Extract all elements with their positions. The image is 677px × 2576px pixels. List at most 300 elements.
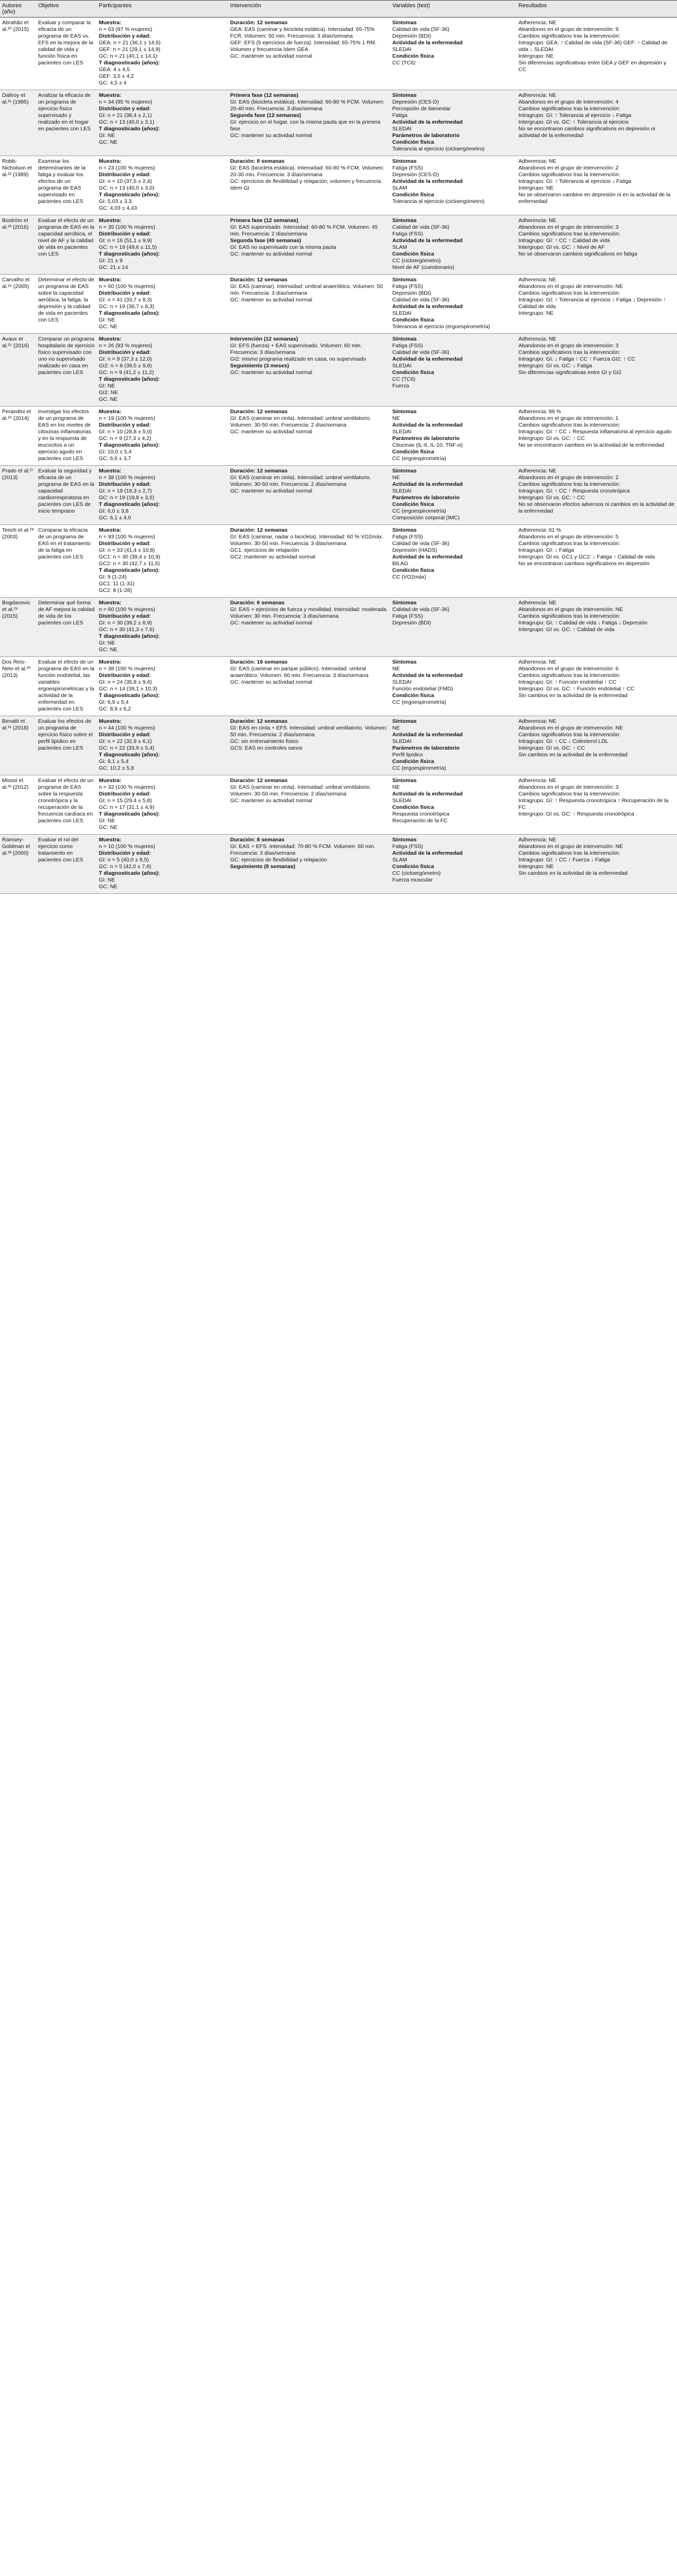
cell-participants: [97, 18, 228, 90]
cell-variables-line: Condición física: [392, 251, 435, 257]
header-authors: Autores (año): [0, 1, 36, 18]
cell-variables-line: Calidad de vida (SF-36): [392, 26, 449, 32]
cell-variables-line: SLEDAI: [392, 679, 412, 685]
cell-intervention-line: GC: mantener su actividad normal: [230, 429, 313, 435]
cell-participants-line: Muestra:: [99, 217, 121, 224]
cell-intervention-line: GC: mantener su actividad normal: [230, 488, 313, 494]
cell-intervention-line: GI: EAS + ejercicios de fuerza y movilidad. Intensidad: moderada. Volumen: 30 min. Frecuencia: 3 días/semana: [230, 606, 390, 619]
cell-participants: [97, 215, 228, 275]
cell-results: Adherencia: NE Abandonos en el grupo de intervención: 6 Cambios significativos tras la intervención: Intragrupo: GI: ↑ Función endotelial ↑ CC Intergrupo: GI vs. GC: ↑ Función endotelial ↑ CC Sin cambios en la actividad de la enfermedad: [516, 657, 677, 716]
cell-participants-line: GC: NE: [99, 139, 118, 145]
cell-intervention-line: GI: EAS (bicicleta estática). Intensidad: 60-80 % FCM. Volumen: 20-40 min. Frecuencia: 3 días/semana: [230, 99, 386, 112]
cell-variables-line: Depresión (BDI): [392, 620, 431, 626]
header-objective: Objetivo: [36, 1, 97, 18]
cell-variables-line: SLAM: [392, 185, 407, 191]
cell-intervention-line: Duración: 12 semanas: [230, 468, 288, 474]
cell-participants-line: n = 19 (100 % mujeres): [99, 415, 155, 421]
cell-intervention-line: GI: EAS (bicicleta estática). Intensidad: 60-80 % FCM. Volumen: 20-30 min. Frecuencia: 3 días/semana: [230, 165, 386, 178]
cell-participants-line: GC: 10,2 ± 5,8: [99, 765, 134, 771]
cell-participants-line: GI: n = 24 (35,8 ± 9,4): [99, 679, 152, 685]
cell-variables-line: Fatiga (FSS): [392, 343, 423, 349]
cell-intervention-line: Seguimiento (3 meses): [230, 363, 289, 369]
cell-variables-line: Condición física: [392, 863, 435, 870]
cell-author: Benatti et al.³¹ (2018): [0, 716, 36, 775]
cell-participants: [97, 156, 228, 215]
cell-participants-line: GC1: 11 (1-31): [99, 581, 135, 587]
cell-participants-line: GI2: n = 8 (39,5 ± 9,8): [99, 363, 152, 369]
cell-results: Adherencia: NE Abandonos en el grupo de intervención: 3 Cambios significativos tras la intervención: Intragrupo: GI: ↑ Respuesta cronotrópica ↑ Recuperación de la FC Intergrupo: GI vs. GC: ↑ Respuesta cronotrópica: [516, 775, 677, 835]
studies-table: [0, 0, 677, 894]
cell-intervention: [228, 598, 390, 657]
cell-results: Adherencia: NE Abandonos en el grupo de intervención: NE Cambios significativos tras la intervención: Intragrupo: GI: ↑ Tolerancia al ejercicio ↓ Fatiga ↓ Depresión ↑ Calidad de vida Intergrupo: NE: [516, 275, 677, 334]
cell-variables-line: SLEDAI: [392, 310, 412, 316]
cell-variables-line: Calidad de vida (SF-36): [392, 606, 449, 613]
cell-intervention-line: GC1: ejercicios de relajación: [230, 547, 299, 553]
cell-intervention-line: Duración: 12 semanas: [230, 527, 288, 533]
cell-participants-line: Muestra:: [99, 92, 121, 98]
cell-participants-line: Distribución y edad:: [99, 481, 151, 487]
cell-participants-line: GI: n = 10 (28,8 ± 5,0): [99, 429, 152, 435]
cell-participants-line: GI: n = 9 (37,3 ± 12,0): [99, 356, 152, 362]
cell-intervention-line: GC: mantener su actividad normal: [230, 251, 313, 257]
cell-participants-line: GI: n = 21 (38,4 ± 2,1): [99, 112, 152, 118]
cell-variables: [390, 406, 516, 466]
cell-variables-line: Actividad de la enfermedad: [392, 554, 463, 560]
cell-variables-line: SLAM: [392, 857, 407, 863]
cell-variables-line: SLEDAI: [392, 488, 412, 494]
cell-intervention-line: Intervención (12 semanas): [230, 336, 298, 342]
cell-objective: Comparar la eficacia de un programa de EAS en el tratamiento de la fatiga en pacientes con LES: [36, 525, 97, 598]
cell-intervention-line: GC: mantener su actividad normal: [230, 798, 313, 804]
cell-variables: [390, 18, 516, 90]
cell-variables-line: Calidad de vida (SF-36): [392, 349, 449, 355]
cell-intervention-line: GI: EAS (caminar en cinta). Intensidad: umbral ventilatorio. Volumen: 30-50 min. Frecuencia: 2 días/semana: [230, 415, 373, 428]
cell-author: Tench et al.²⁸ (2003): [0, 525, 36, 598]
cell-variables: [390, 525, 516, 598]
table-row: [0, 215, 677, 275]
cell-intervention: [228, 657, 390, 716]
cell-variables-line: Fatiga (FSS): [392, 613, 423, 619]
cell-results: Adherencia: NE Abandonos en el grupo de intervención: NE Cambios significativos tras la intervención: Intragrupo: GI: ↑ CC ↑ Fuerza ↓ Fatiga Intergrupo: NE Sin cambios en la actividad de la enfermedad: [516, 835, 677, 894]
cell-variables-line: Fatiga (FSS): [392, 283, 423, 290]
cell-participants-line: Distribución y edad:: [99, 349, 151, 355]
cell-intervention-line: GC: mantener su actividad normal: [230, 297, 313, 303]
cell-intervention-line: GI: EAS (caminar en cinta). Intensidad: umbral ventilatorio. Volumen: 30-50 min. Frecuencia: 2 días/semana: [230, 474, 373, 487]
cell-results: Adherencia: NE Abandonos en el grupo de intervención: 4 Cambios significativos tras la intervención: Intragrupo: GI: ↑ Tolerancia al ejercicio ↓ Fatiga Intergrupo: GI vs. GC: ↑ Tolerancia al ejercicio No se encontraron cambios significativos en depresión ni actividad de la enfermedad: [516, 90, 677, 156]
cell-variables-line: NE: [392, 415, 400, 421]
cell-intervention: [228, 525, 390, 598]
cell-variables-line: Condición física: [392, 501, 435, 507]
cell-participants-line: n = 35 (100 % mujeres): [99, 224, 155, 230]
cell-variables-line: CC (TC6): [392, 376, 415, 382]
cell-variables-line: Fatiga (FSS): [392, 231, 423, 237]
cell-variables-line: CC (VO2máx): [392, 574, 426, 580]
cell-variables-line: CC (cicloergómetro): [392, 870, 441, 876]
cell-intervention-line: GI: EAS + EFS. Intensidad: 70-80 % FCM. Volumen: 60 min. Frecuencia: 3 días/semana: [230, 843, 377, 856]
cell-participants: [97, 657, 228, 716]
cell-participants-line: Distribución y edad:: [99, 290, 151, 296]
cell-participants-line: T diagnosticado (años):: [99, 567, 160, 573]
cell-variables: [390, 215, 516, 275]
cell-variables-line: Actividad de la enfermedad: [392, 356, 463, 362]
cell-participants-line: T diagnosticado (años):: [99, 870, 160, 876]
cell-variables-line: Función endotelial (FMD): [392, 686, 453, 692]
cell-author: Perandini et al.²⁶ (2014): [0, 406, 36, 466]
cell-participants-line: GI: 6,0 ± 3,8: [99, 508, 129, 514]
cell-participants-line: GI: NE: [99, 877, 115, 883]
cell-participants-line: GI: NE: [99, 383, 115, 389]
cell-results: Adherencia: NE Abandonos en el grupo de intervención: NE Cambios significativos tras la intervención: Intragrupo: GI: ↑ CC ↓ Colesterol LDL Intergrupo: GI vs. GC: ↑ CC Sin cambios en la actividad de la enfermedad: [516, 716, 677, 775]
cell-variables-line: Depresión (CES-D): [392, 99, 439, 105]
table-row: [0, 18, 677, 90]
cell-variables-line: NE: [392, 784, 400, 790]
cell-intervention: [228, 334, 390, 406]
header-variables: Variables (test): [390, 1, 516, 18]
table-row: [0, 466, 677, 525]
cell-variables-line: Síntomas: [392, 277, 417, 283]
cell-participants-line: GEA: 4 ± 4,5: [99, 66, 130, 73]
cell-variables-line: Fuerza: [392, 383, 409, 389]
cell-participants-line: Muestra:: [99, 600, 121, 606]
cell-participants-line: Muestra:: [99, 409, 121, 415]
cell-variables-line: Depresión (BDI): [392, 290, 431, 296]
cell-variables-line: Tolerancia al ejercicio (cicloergómetro): [392, 198, 485, 205]
table-row: [0, 525, 677, 598]
cell-variables: [390, 334, 516, 406]
cell-intervention-line: Duración: 12 semanas: [230, 718, 288, 724]
table-body: [0, 18, 677, 894]
cell-objective: Examinar los determinantes de la fatiga y evaluar los efectos de un programa de EAS supervisado en pacientes con LES: [36, 156, 97, 215]
table-row: [0, 334, 677, 406]
cell-variables-line: Actividad de la enfermedad: [392, 791, 463, 797]
cell-author: Daltroy et al.²¹ (1995): [0, 90, 36, 156]
cell-intervention: [228, 215, 390, 275]
cell-objective: Determinar el efecto de un programa de EAS sobre la capacidad aeróbica, la fatiga, la depresión y la calidad de vida en pacientes con LES: [36, 275, 97, 334]
cell-variables-line: Condición física: [392, 692, 435, 699]
cell-intervention-line: GEA: EAS (caminar y bicicleta estática). Intensidad: 65-75% FCR. Volumen: 50 min. Frecuencia: 3 días/semana: [230, 26, 376, 39]
cell-participants-line: Muestra:: [99, 277, 121, 283]
cell-participants-line: T diagnosticado (años):: [99, 251, 160, 257]
cell-participants-line: GC: NE: [99, 884, 118, 890]
cell-intervention: [228, 156, 390, 215]
table-row: [0, 716, 677, 775]
cell-participants-line: n = 38 (100 % mujeres): [99, 666, 155, 672]
cell-variables-line: Tolerancia al ejercicio (ergoespirometría): [392, 324, 490, 330]
cell-participants-line: Distribución y edad:: [99, 732, 151, 738]
cell-objective: Comparar un programa hospitalario de ejercicio físico supervisado con uno no supervisado realizado en casa en pacientes con LES: [36, 334, 97, 406]
cell-objective: Evaluar los efectos de un programa de ejercicio físico sobre el perfil lipídico en pacientes con LES: [36, 716, 97, 775]
cell-variables-line: Síntomas: [392, 409, 417, 415]
cell-variables-line: CC (TC6): [392, 60, 415, 66]
cell-intervention-line: GI: EAS (caminar en cinta). Intensidad: umbral ventilatorio. Volumen: 30-50 min. Frecuencia: 2 días/semana: [230, 784, 373, 797]
cell-participants-line: GC: n = 5 (42,0 ± 7,6): [99, 863, 151, 870]
cell-participants-line: n = 63 (97 % mujeres): [99, 26, 152, 32]
cell-participants-line: GC: n = 13 (40,0 ± 3,1): [99, 119, 154, 125]
cell-variables-line: Respuesta cronotrópica: [392, 811, 449, 817]
cell-variables-line: Tolerancia al ejercicio (cicloergómetro): [392, 146, 485, 152]
cell-intervention-line: Primera fase (12 semanas): [230, 217, 299, 224]
cell-participants-line: n = 38 (100 % mujeres): [99, 474, 155, 481]
cell-objective: Analizar la eficacia de un programa de ejercicio físico supervisado y realizado en el hogar en pacientes con LES: [36, 90, 97, 156]
cell-participants-line: GC: 6,6 ± 3,7: [99, 455, 131, 462]
cell-variables-line: Condición física: [392, 317, 435, 323]
cell-results: Adherencia: 61 % Abandonos en el grupo de intervención: 5 Cambios significativos tras la intervención: Intragrupo: GI: ↓ Fatiga Intergrupo: GI vs. GC1 y GC2: ↓ Fatiga ↑ Calidad de vida No se encontraron cambios significativos en depresión: [516, 525, 677, 598]
cell-variables-line: SLEDAI: [392, 798, 412, 804]
cell-participants-line: GC: n = 9 (41,2 ± 11,2): [99, 369, 154, 376]
cell-intervention-line: Seguimiento (8 semanas): [230, 863, 296, 870]
cell-author: Abrahão et al.²⁰ (2015): [0, 18, 36, 90]
cell-variables: [390, 835, 516, 894]
cell-participants-line: GI: n = 30 (39,2 ± 8,9): [99, 620, 152, 626]
table-row: [0, 406, 677, 466]
table-row: [0, 598, 677, 657]
cell-intervention-line: Primera fase (12 semanas): [230, 92, 299, 98]
cell-variables-line: Fatiga: [392, 112, 408, 118]
cell-objective: Evaluar la seguridad y eficacia de un programa de EAS en la capacidad cardiorrespiratoria en pacientes con LES de inicio temprano: [36, 466, 97, 525]
table-header: [0, 1, 677, 18]
cell-results: Adherencia: NE Abandonos en el grupo de intervención: 2 Cambios significativos tras la intervención: Intragrupo: GI: ↑ Tolerancia al ejercicio ↓ Fatiga Intergrupo: NE No se observaron cambios en depresión ni en la actividad de la enfermedad: [516, 156, 677, 215]
cell-variables-line: SLEDAI: [392, 363, 412, 369]
cell-variables: [390, 275, 516, 334]
cell-results: Adherencia: NE Abandonos en el grupo de intervención: 2 Cambios significativos tras la intervención: Intragrupo: GI: ↑ CC ↑ Respuesta cronotrópica Intergrupo: GI vs. GC: ↑ CC No se observaron efectos adversos ni cambios en la actividad de la enfermedad: [516, 466, 677, 525]
cell-participants-line: GI: n = 41 (33,7 ± 8,3): [99, 297, 152, 303]
table-row: [0, 657, 677, 716]
cell-intervention: [228, 775, 390, 835]
cell-participants-line: Distribución y edad:: [99, 540, 151, 547]
header-intervention: Intervención: [228, 1, 390, 18]
cell-participants-line: n = 26 (93 % mujeres): [99, 343, 152, 349]
cell-participants-line: GI: n = 33 (41,4 ± 10,8): [99, 547, 155, 553]
cell-variables: [390, 657, 516, 716]
cell-author: Bogdanovic et al.²⁹ (2015): [0, 598, 36, 657]
table-row: [0, 156, 677, 215]
cell-participants-line: Distribución y edad:: [99, 422, 151, 428]
cell-variables-line: Síntomas: [392, 718, 417, 724]
cell-participants-line: GC: 21 ± 14: [99, 264, 128, 270]
cell-participants-line: GC2: 8 (1-28): [99, 587, 132, 594]
cell-participants-line: Muestra:: [99, 718, 121, 724]
cell-intervention: [228, 716, 390, 775]
cell-intervention-line: GEF: EFS (5 ejercicios de fuerza). Intensidad: 65-75% 1 RM. Volumen y frecuencia ídem GEA: [230, 40, 378, 53]
cell-variables-line: CC (ergoespirometría): [392, 699, 446, 705]
cell-results: Adherencia: 89 % Abandonos en el grupo de intervención: 1 Cambios significativos tras la intervención: Intragrupo: GI: ↑ CC ↓ Respuesta inflamatoria al ejercicio agudo Intergrupo: GI vs. GC: ↑ CC No se encontraron cambios en la actividad de la enfermedad: [516, 406, 677, 466]
cell-participants-line: GC: NE: [99, 396, 118, 402]
cell-variables-line: Condición física: [392, 449, 435, 455]
cell-variables-line: Actividad de la enfermedad: [392, 119, 463, 125]
cell-participants-line: GC: n = 13 (40,0 ± 3,0): [99, 185, 154, 191]
cell-variables: [390, 716, 516, 775]
cell-variables-line: Actividad de la enfermedad: [392, 732, 463, 738]
cell-participants-line: GI: n = 22 (32,9 ± 6,1): [99, 738, 152, 744]
table-row: [0, 835, 677, 894]
cell-variables-line: Síntomas: [392, 336, 417, 342]
cell-participants-line: GC: n = 22 (33,9 ± 5,4): [99, 745, 154, 751]
cell-participants-line: Muestra:: [99, 659, 121, 665]
cell-variables-line: Actividad de la enfermedad: [392, 672, 463, 679]
cell-variables-line: Fuerza muscular: [392, 877, 433, 883]
cell-variables-line: Actividad de la enfermedad: [392, 40, 463, 46]
cell-intervention: [228, 275, 390, 334]
cell-participants-line: GC2: n = 30 (42,7 ± 11,5): [99, 561, 160, 567]
table-row: [0, 775, 677, 835]
cell-variables-line: Nivel de AF (cuestionario): [392, 264, 455, 270]
cell-variables-line: Composición corporal (IMC): [392, 515, 460, 521]
cell-intervention: [228, 90, 390, 156]
cell-objective: Evaluar el efecto de un programa de EAS en la función endotelial, las variables ergoespirométricas y la actividad de la enfermedad en pacientes con LES: [36, 657, 97, 716]
cell-variables: [390, 156, 516, 215]
cell-participants-line: Distribución y edad:: [99, 613, 151, 619]
cell-participants-line: GI: n = 10 (37,5 ± 2,4): [99, 178, 152, 184]
cell-variables-line: SLEDAI: [392, 738, 412, 744]
cell-participants-line: GI2: NE: [99, 389, 118, 396]
cell-variables-line: CC (ergoespirometría): [392, 508, 446, 514]
cell-participants: [97, 775, 228, 835]
cell-participants-line: GI: n = 19 (19,3 ± 2,7): [99, 488, 152, 494]
cell-participants: [97, 275, 228, 334]
cell-intervention: [228, 18, 390, 90]
cell-intervention-line: Duración: 8 semanas: [230, 837, 285, 843]
cell-participants-line: GC: NE: [99, 824, 118, 831]
cell-objective: Determinar qué forma de AF mejora la calidad de vida de los pacientes con LES: [36, 598, 97, 657]
cell-participants: [97, 716, 228, 775]
cell-intervention-line: GC: mantener su actividad normal: [230, 369, 313, 376]
cell-participants-line: GI: NE: [99, 640, 115, 646]
cell-participants-line: GC: n = 19 (49,6 ± 11,5): [99, 244, 157, 250]
cell-participants-line: Distribución y edad:: [99, 672, 151, 679]
cell-intervention-line: GC: ejercicios de flexibilidad y relajación; volumen y frecuencia ídem GI: [230, 178, 383, 191]
cell-participants-line: T diagnosticado (años):: [99, 501, 160, 507]
cell-author: Miossi et al.³² (2012): [0, 775, 36, 835]
cell-variables-line: Síntomas: [392, 659, 417, 665]
cell-participants-line: T diagnosticado (años):: [99, 633, 160, 639]
cell-participants-line: GI: NE: [99, 132, 115, 139]
cell-participants: [97, 598, 228, 657]
cell-variables-line: Percepción de bienestar: [392, 106, 451, 112]
cell-participants-line: n = 34 (95 % mujeres): [99, 99, 152, 105]
cell-participants-line: GC1: n = 30 (39,4 ± 10,9): [99, 554, 161, 560]
cell-variables-line: Actividad de la enfermedad: [392, 422, 463, 428]
cell-participants: [97, 90, 228, 156]
cell-participants-line: n = 60 (100 % mujeres): [99, 283, 155, 290]
cell-participants-line: n = 10 (100 % mujeres): [99, 843, 155, 850]
cell-variables-line: Fatiga (FSS): [392, 534, 423, 540]
cell-variables-line: Síntomas: [392, 92, 417, 98]
cell-variables-line: Actividad de la enfermedad: [392, 303, 463, 310]
cell-intervention-line: GC: mantener su actividad normal: [230, 679, 313, 685]
cell-participants: [97, 406, 228, 466]
cell-variables-line: Depresión (HADS): [392, 547, 437, 553]
cell-variables-line: Depresión (BDI): [392, 33, 431, 39]
cell-variables-line: CC (ergoespirometría): [392, 765, 446, 771]
cell-intervention-line: GI: EAS supervisado. Intensidad: 60-80 % FCM. Volumen: 45 min. Frecuencia: 2 días/semana: [230, 224, 379, 237]
cell-variables-line: Síntomas: [392, 527, 417, 533]
cell-intervention-line: Duración: 12 semanas: [230, 777, 288, 784]
cell-intervention-line: GC: mantener su actividad normal: [230, 132, 313, 139]
cell-variables-line: NE: [392, 725, 400, 731]
cell-variables-line: NE: [392, 666, 400, 672]
cell-variables-line: SLEDAI: [392, 429, 412, 435]
cell-intervention-line: Duración: 16 semanas: [230, 659, 288, 665]
cell-participants-line: T diagnosticado (años):: [99, 126, 160, 132]
cell-variables-line: Condición física: [392, 139, 435, 145]
cell-participants-line: GI: 10,0 ± 5,4: [99, 449, 132, 455]
cell-participants-line: n = 32 (100 % mujeres): [99, 784, 155, 790]
cell-intervention-line: GI: EAS (caminar, nadar o bicicleta). Intensidad: 60 % VO2máx. Volumen: 30-50 min. Frecuencia: 3 días/semana: [230, 534, 385, 547]
cell-variables: [390, 598, 516, 657]
cell-objective: Evaluar el efecto de un programa de EAS en la capacidad aeróbica, el nivel de AF y la calidad de vida en pacientes con LES: [36, 215, 97, 275]
cell-participants-line: GC: n = 19 (19,8 ± 3,5): [99, 495, 154, 501]
cell-participants: [97, 835, 228, 894]
cell-participants-line: GI: NE: [99, 818, 115, 824]
cell-author: Ramsey-Goldman et al.³³ (2000): [0, 835, 36, 894]
cell-intervention: [228, 406, 390, 466]
cell-variables-line: Calidad de vida (SF-36): [392, 224, 449, 230]
cell-participants-line: GC: n = 9 (27,3 ± 4,2): [99, 435, 151, 442]
cell-intervention: [228, 835, 390, 894]
cell-intervention-line: GI: EAS (caminar). Intensidad: umbral anaeróbico. Volumen: 50 min. Frecuencia: 3 días/semana: [230, 283, 385, 296]
cell-variables-line: CC (ergoespirometría): [392, 455, 446, 462]
cell-variables-line: Depresión (CES-D): [392, 172, 439, 178]
header-participants: Participantes: [97, 1, 228, 18]
cell-intervention-line: GI2: mismo programa realizado en casa, no supervisado: [230, 356, 366, 362]
cell-participants-line: T diagnosticado (años):: [99, 376, 160, 382]
cell-variables-line: NE: [392, 474, 400, 481]
cell-variables-line: Síntomas: [392, 20, 417, 26]
cell-variables-line: Síntomas: [392, 468, 417, 474]
cell-participants-line: GC: 8,9 ± 6,2: [99, 706, 131, 712]
cell-participants-line: Muestra:: [99, 158, 121, 164]
cell-variables-line: Síntomas: [392, 837, 417, 843]
cell-participants: [97, 466, 228, 525]
cell-participants-line: GI: 5,03 ± 3,3: [99, 198, 132, 205]
cell-participants-line: GI: 6,9 ± 5,4: [99, 699, 129, 705]
cell-participants-line: Muestra:: [99, 777, 121, 784]
cell-participants-line: Muestra:: [99, 336, 121, 342]
cell-variables-line: Fatiga (FSS): [392, 165, 423, 171]
cell-participants-line: n = 44 (100 % mujeres): [99, 725, 155, 731]
cell-participants-line: T diagnosticado (años):: [99, 60, 160, 66]
cell-variables-line: SLAM: [392, 244, 407, 250]
cell-participants-line: n = 23 (100 % mujeres): [99, 165, 155, 171]
cell-variables-line: CC (cicloergómetro): [392, 258, 441, 264]
cell-intervention: [228, 466, 390, 525]
cell-participants-line: GC: 4,5 ± 4: [99, 80, 127, 86]
cell-participants-line: Distribución y edad:: [99, 791, 151, 797]
cell-variables-line: Condición física: [392, 804, 435, 810]
cell-variables-line: Actividad de la enfermedad: [392, 178, 463, 184]
cell-participants-line: Muestra:: [99, 527, 121, 533]
cell-participants-line: n = 93 (100 % mujeres): [99, 534, 155, 540]
cell-participants-line: Muestra:: [99, 837, 121, 843]
cell-participants-line: GI: 9,1 ± 5,4: [99, 758, 129, 765]
cell-variables-line: Citocinas (IL-6, IL-10, TNF-α): [392, 442, 463, 448]
cell-author: Robb-Nicholson et al.²² (1989): [0, 156, 36, 215]
cell-participants-line: T diagnosticado (años):: [99, 442, 160, 448]
cell-variables-line: Perfil lipídico: [392, 752, 423, 758]
cell-participants-line: Distribución y edad:: [99, 850, 151, 856]
table-row: [0, 275, 677, 334]
cell-variables-line: Síntomas: [392, 777, 417, 784]
cell-intervention-line: Duración: 8 semanas: [230, 158, 285, 164]
cell-participants-line: GI: n = 16 (51,1 ± 9,9): [99, 238, 152, 244]
cell-variables-line: Condición física: [392, 369, 435, 376]
cell-variables-line: Actividad de la enfermedad: [392, 238, 463, 244]
cell-intervention-line: Segunda fase (40 semanas): [230, 238, 301, 244]
cell-author: Boström et al.²³ (2016): [0, 215, 36, 275]
cell-intervention-line: GC: mantener su actividad normal: [230, 53, 313, 59]
cell-variables-line: Actividad de la enfermedad: [392, 481, 463, 487]
cell-participants-line: GI: 9 (1-24): [99, 574, 127, 580]
